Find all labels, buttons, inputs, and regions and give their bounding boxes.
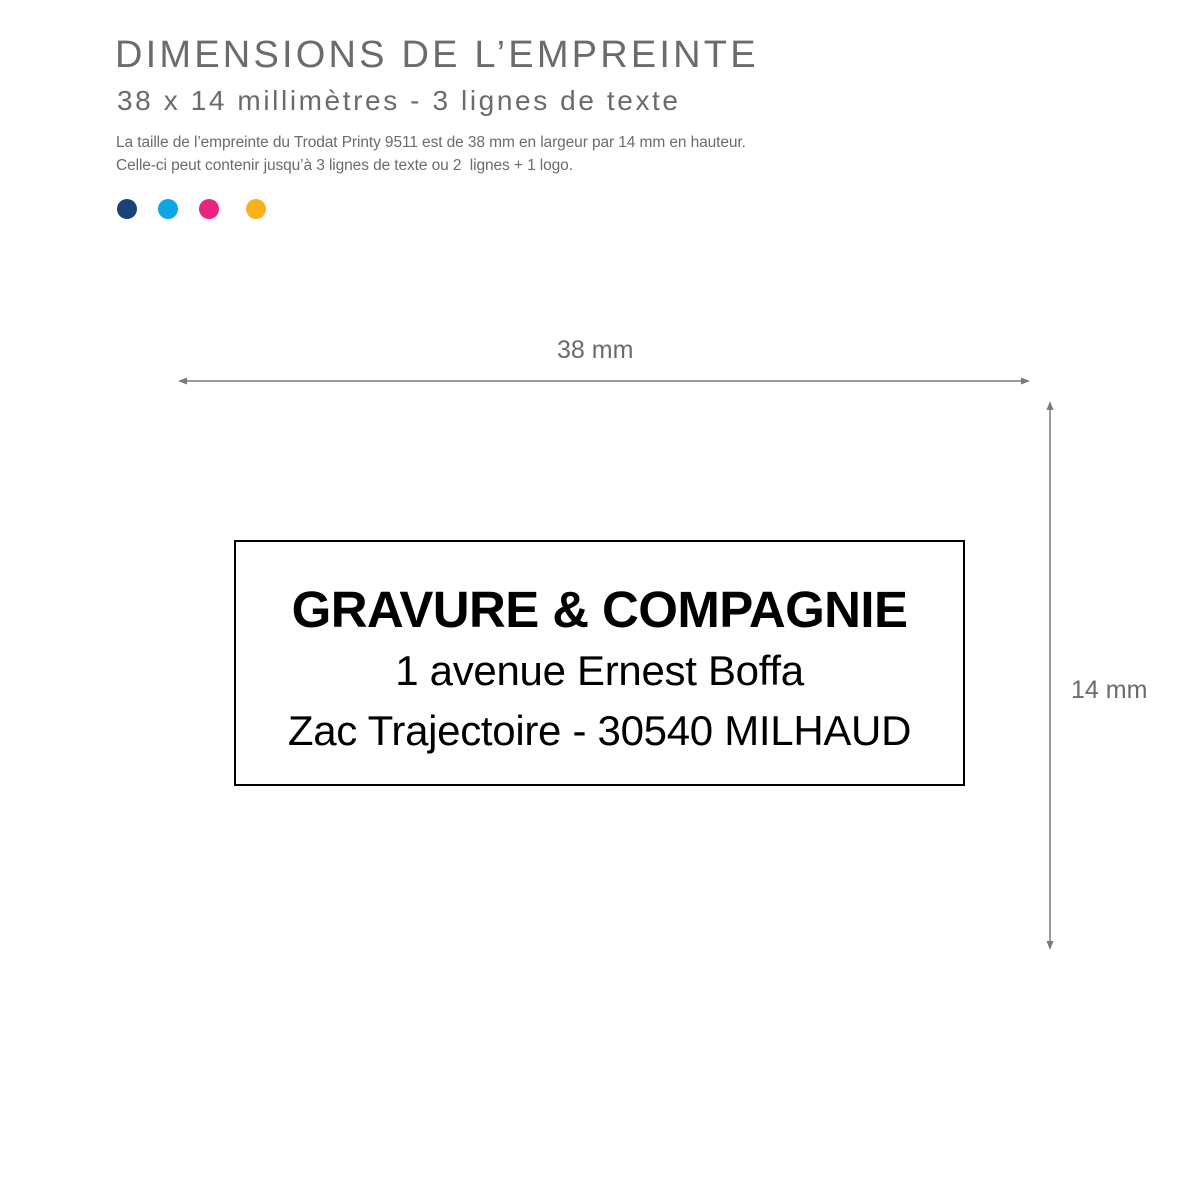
stamp-text-line-3[interactable]: Zac Trajectoire - 30540 MILHAUD [287, 707, 912, 754]
ink-swatch-yellow[interactable] [246, 199, 266, 219]
description-line-2: Celle-ci peut contenir jusqu’à 3 lignes de texte ou 2 lignes + 1 logo. [116, 157, 573, 174]
width-arrow-left-head [178, 378, 187, 385]
height-arrow-bottom-head [1047, 941, 1054, 950]
page-title: DIMENSIONS DE L’EMPREINTE [115, 34, 759, 76]
description [116, 131, 746, 177]
description-line-1: La taille de l’empreinte du Trodat Printy 9511 est de 38 mm en largeur par 14 mm en hauteur. [116, 134, 746, 151]
height-arrow-top-head [1047, 401, 1054, 410]
ink-swatch-navy[interactable] [117, 199, 137, 219]
width-dimension-label: 38 mm [557, 336, 634, 364]
height-dimension-label: 14 mm [1071, 676, 1148, 704]
ink-swatch-magenta[interactable] [199, 199, 219, 219]
stamp-text-line-1[interactable]: GRAVURE & COMPAGNIE [291, 581, 908, 638]
ink-swatch-cyan[interactable] [158, 199, 178, 219]
width-arrow-right-head [1021, 378, 1030, 385]
stamp-text-line-2[interactable]: 1 avenue Ernest Boffa [395, 647, 804, 694]
page-subtitle: 38 x 14 millimètres - 3 lignes de texte [117, 85, 681, 116]
ink-color-swatches [117, 199, 277, 219]
stamp-imprint-preview [234, 540, 965, 786]
